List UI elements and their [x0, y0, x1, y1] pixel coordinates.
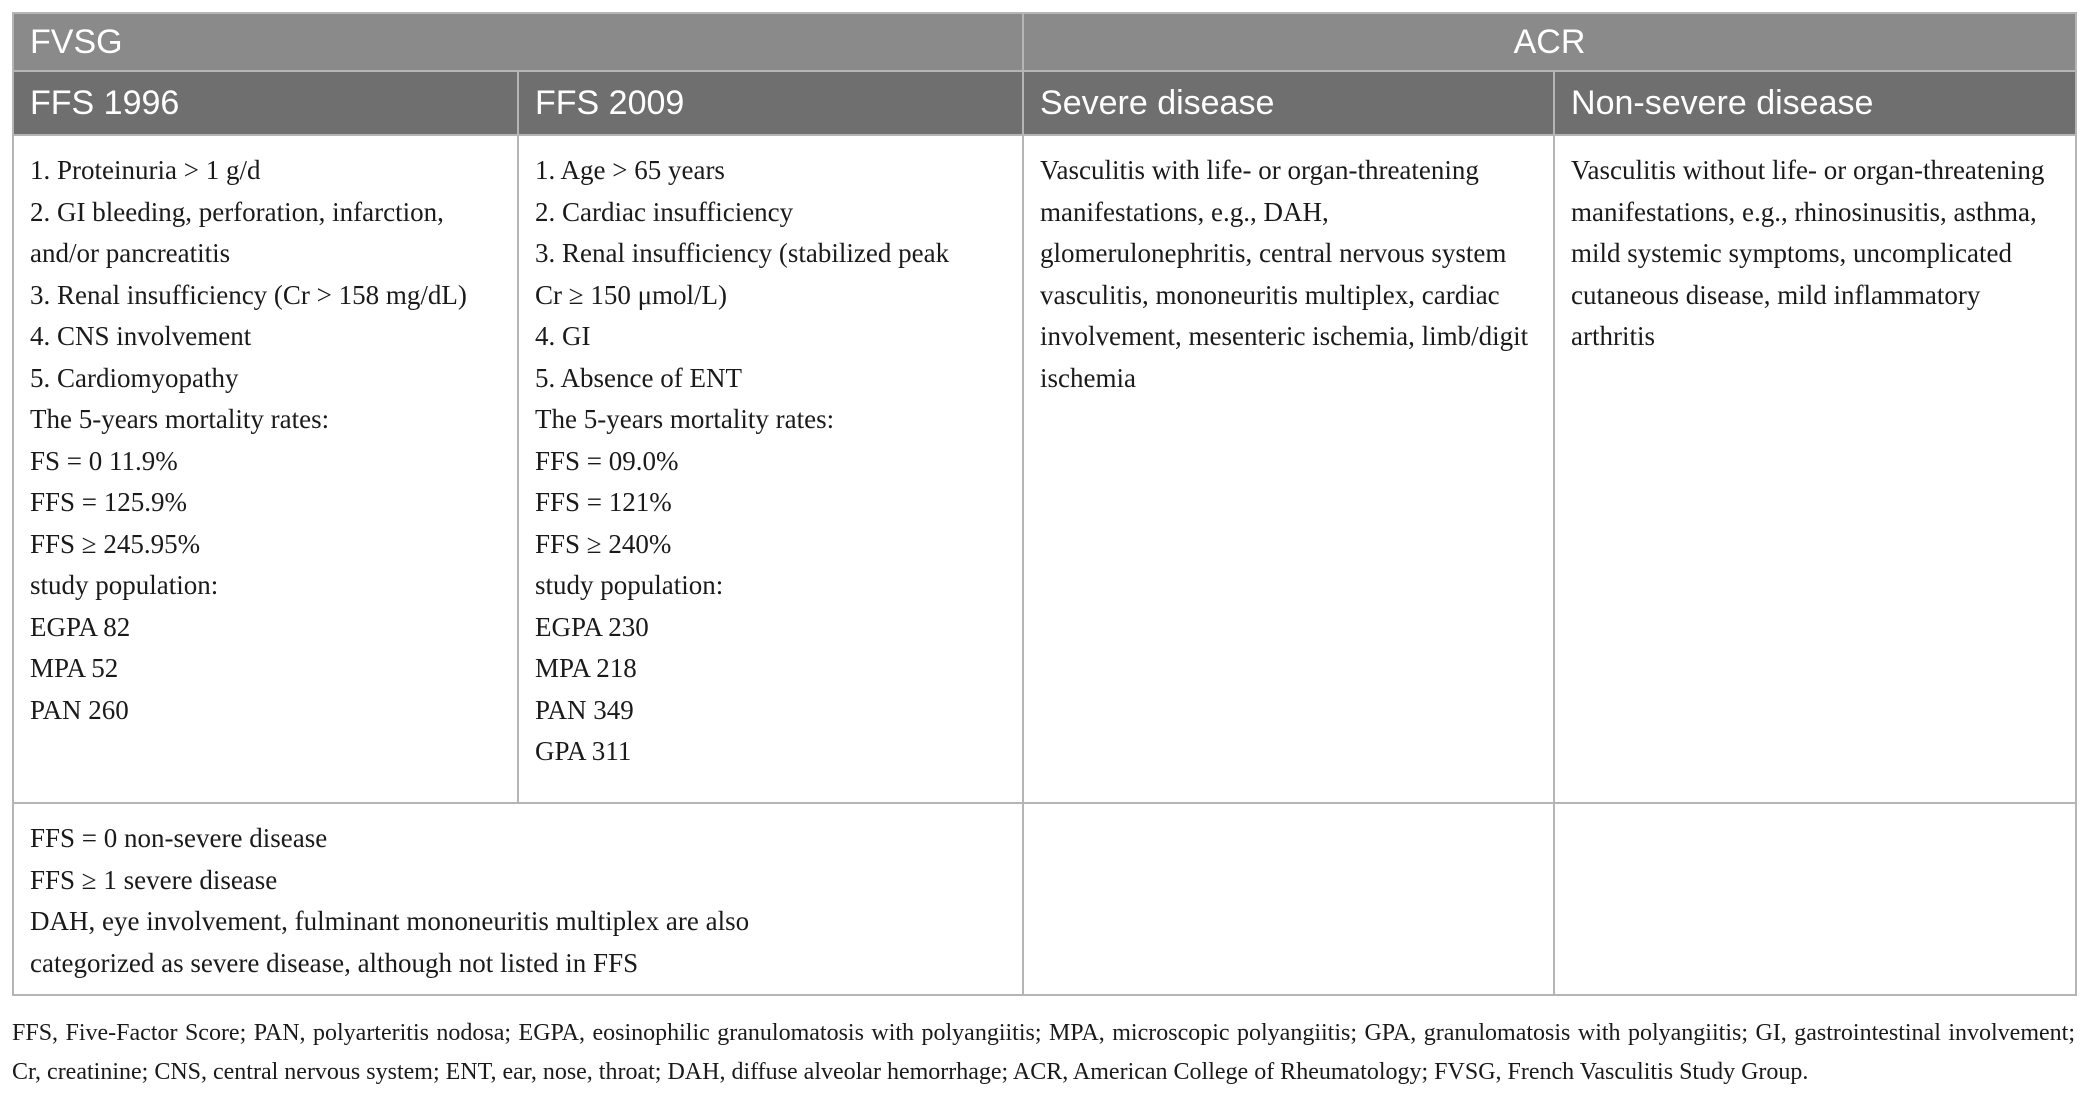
ffs-2009-line: 2. Cardiac insufficiency — [535, 196, 794, 227]
severe-disease-text: Vasculitis with life- or organ-threatening manifestations, e.g., DAH, glomerulonephritis, central nervous system vasculitis, mononeuritis multiplex, cardiac involvement, mesenteric ischemia, limb/digit ischemia — [1040, 155, 1529, 393]
ffs-1996-line: FFS ≥ 245.95% — [30, 528, 201, 559]
ffs-2009-line: 1. Age > 65 years — [535, 155, 725, 185]
ffs-2009-line: EGPA 230 — [535, 611, 649, 642]
ffs-2009-line: FFS = 09.0% — [535, 445, 679, 476]
ffs-1996-line: study population: — [30, 570, 219, 600]
ffs-2009-line: 4. GI — [535, 321, 591, 351]
ffs-1996-line: 3. Renal insufficiency (Cr > 158 mg/dL) — [30, 279, 467, 310]
severe-disease-cell — [1023, 135, 1554, 803]
empty-cell-severe — [1023, 803, 1554, 995]
ffs-summary-cell — [13, 803, 1023, 995]
ffs-1996-line: 4. CNS involvement — [30, 321, 252, 351]
ffs-summary-line: DAH, eye involvement, fulminant mononeuritis multiplex are also — [30, 906, 750, 936]
non-severe-disease-cell — [1554, 135, 2076, 803]
ffs-1996-line: FS = 0 11.9% — [30, 445, 178, 476]
ffs-1996-line: 5. Cardiomyopathy — [30, 362, 239, 393]
ffs-2009-line: FFS = 121% — [535, 487, 672, 517]
ffs-2009-line: GPA 311 — [535, 736, 632, 766]
ffs-1996-line: The 5-years mortality rates: — [30, 404, 330, 434]
ffs-2009-line: 3. Renal insufficiency (stabilized peak — [535, 238, 950, 268]
ffs-1996-line: 2. GI bleeding, perforation, infarction, — [30, 196, 444, 227]
ffs-2009-cell — [518, 135, 1023, 803]
ffs-2009-line: PAN 349 — [535, 694, 634, 725]
table-container — [12, 12, 2075, 1092]
ffs-2009-line: MPA 218 — [535, 653, 637, 683]
header-ffs-2009: FFS 2009 — [518, 71, 1023, 135]
ffs-1996-line: EGPA 82 — [30, 611, 131, 642]
ffs-1996-line: and/or pancreatitis — [30, 238, 231, 268]
header-non-severe-disease: Non-severe disease — [1554, 71, 2076, 135]
ffs-2009-line: Cr ≥ 150 μmol/L) — [535, 279, 728, 310]
classification-table — [12, 12, 2077, 996]
table-footnote: FFS, Five-Factor Score; PAN, polyarteritis nodosa; EGPA, eosinophilic granulomatosis with polyangiitis; MPA, microscopic polyangiitis; GPA, granulomatosis with polyangiitis; GI, gastrointestinal involvement; Cr, creatinine; CNS, central nervous system; ENT, ear, nose, throat; DAH, diffuse alveolar hemorrhage; ACR, American College of Rheumatology; FVSG, French Vasculitis Study Group. — [12, 1020, 2075, 1085]
header-ffs-1996: FFS 1996 — [13, 71, 518, 135]
header-row-2 — [13, 71, 2076, 135]
ffs-1996-line: PAN 260 — [30, 694, 129, 725]
header-row-1 — [13, 13, 2076, 71]
ffs-summary-line: FFS ≥ 1 severe disease — [30, 864, 278, 895]
body-row — [13, 135, 2076, 803]
ffs-2009-line: 5. Absence of ENT — [535, 362, 742, 393]
header-fvsg: FVSG — [13, 13, 1023, 71]
summary-row — [13, 803, 2076, 995]
ffs-1996-line: FFS = 125.9% — [30, 487, 188, 517]
empty-cell-non-severe — [1554, 803, 2076, 995]
header-acr: ACR — [1023, 13, 2076, 71]
header-severe-disease: Severe disease — [1023, 71, 1554, 135]
ffs-summary-line: FFS = 0 non-severe disease — [30, 823, 328, 853]
ffs-2009-line: The 5-years mortality rates: — [535, 404, 835, 434]
ffs-1996-line: 1. Proteinuria > 1 g/d — [30, 155, 261, 185]
ffs-1996-cell — [13, 135, 518, 803]
non-severe-disease-text: Vasculitis without life- or organ-threatening manifestations, e.g., rhinosinusitis, asthma, mild systemic symptoms, uncomplicated cutaneous disease, mild inflammatory arthritis — [1571, 155, 2045, 351]
ffs-1996-line: MPA 52 — [30, 653, 119, 683]
ffs-summary-line: categorized as severe disease, although not listed in FFS — [30, 947, 639, 978]
ffs-2009-line: FFS ≥ 240% — [535, 528, 672, 559]
ffs-2009-line: study population: — [535, 570, 724, 600]
